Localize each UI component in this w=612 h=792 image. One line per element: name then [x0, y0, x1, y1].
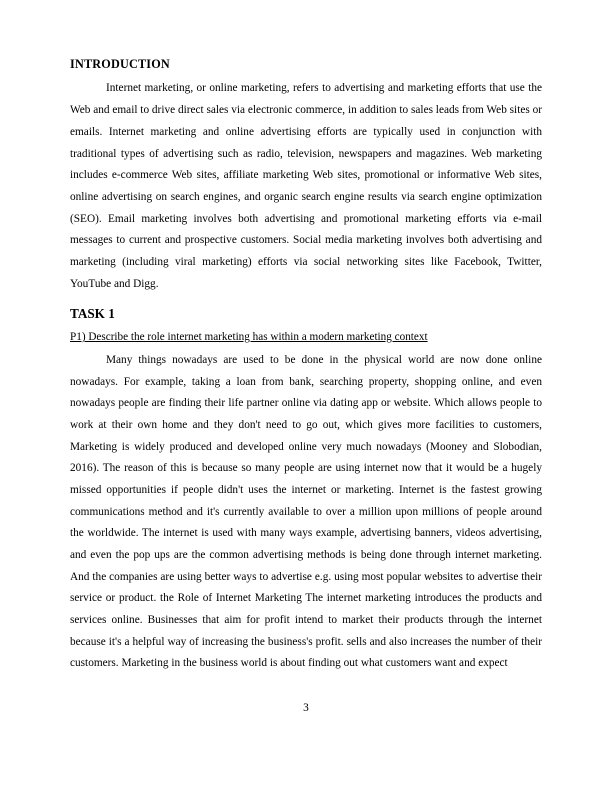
introduction-paragraph: Internet marketing, or online marketing, refers to advertising and marketing efforts that use the Web and email to drive direct sales via electronic commerce, in addition to sales leads from Web sites or emails. Internet marketing and online advertising efforts are typically used in conjunction with traditional types of advertising such as radio, television, newspapers and magazines. Web marketing includes e-commerce Web sites, affiliate marketing Web sites, promotional or informative Web sites, online advertising on search engines, and organic search engine results via search engine optimization (SEO). Email marketing involves both advertising and promotional marketing efforts via e-mail messages to current and prospective customers. Social media marketing involves both advertising and marketing (including viral marketing) efforts via social networking sites like Facebook, Twitter, YouTube and Digg. [70, 82, 542, 290]
page-title: INTRODUCTION [70, 57, 170, 71]
task-heading: TASK 1 [70, 306, 115, 322]
task-paragraph: Many things nowadays are used to be done in the physical world are now done online nowadays. For example, taking a loan from bank, searching property, shopping online, and even nowadays people are finding their life partner online via dating app or website. Which allows people to work at their own home and they don't need to go out, which gives more facilities to customers, Marketing is widely produced and developed online very much nowadays (Mooney and Slobodian, 2016). The reason of this is because so many people are using internet now that it would be a hugely missed opportunities if people didn't uses the internet or marketing. Internet is the fastest growing communications method and it's currently available to over a million upon millions of people around the worldwide. The internet is used with many ways example, advertising banners, videos advertising, and even the pop ups are the common advertising methods is being done through internet marketing. And the companies are using better ways to advertise e.g. using most popular websites to advertise their service or product. the Role of Internet Marketing The internet marketing introduces the products and services online. Businesses that aim for profit intend to market their products through the internet because it's a helpful way of increasing the business's profit. sells and also increases the number of their customers. Marketing in the business world is about finding out what customers want and expect [70, 353, 542, 670]
task-subheading: P1) Describe the role internet marketing has within a modern marketing context [70, 331, 428, 344]
page-content [70, 56, 542, 675]
page-number: 3 [303, 701, 309, 714]
